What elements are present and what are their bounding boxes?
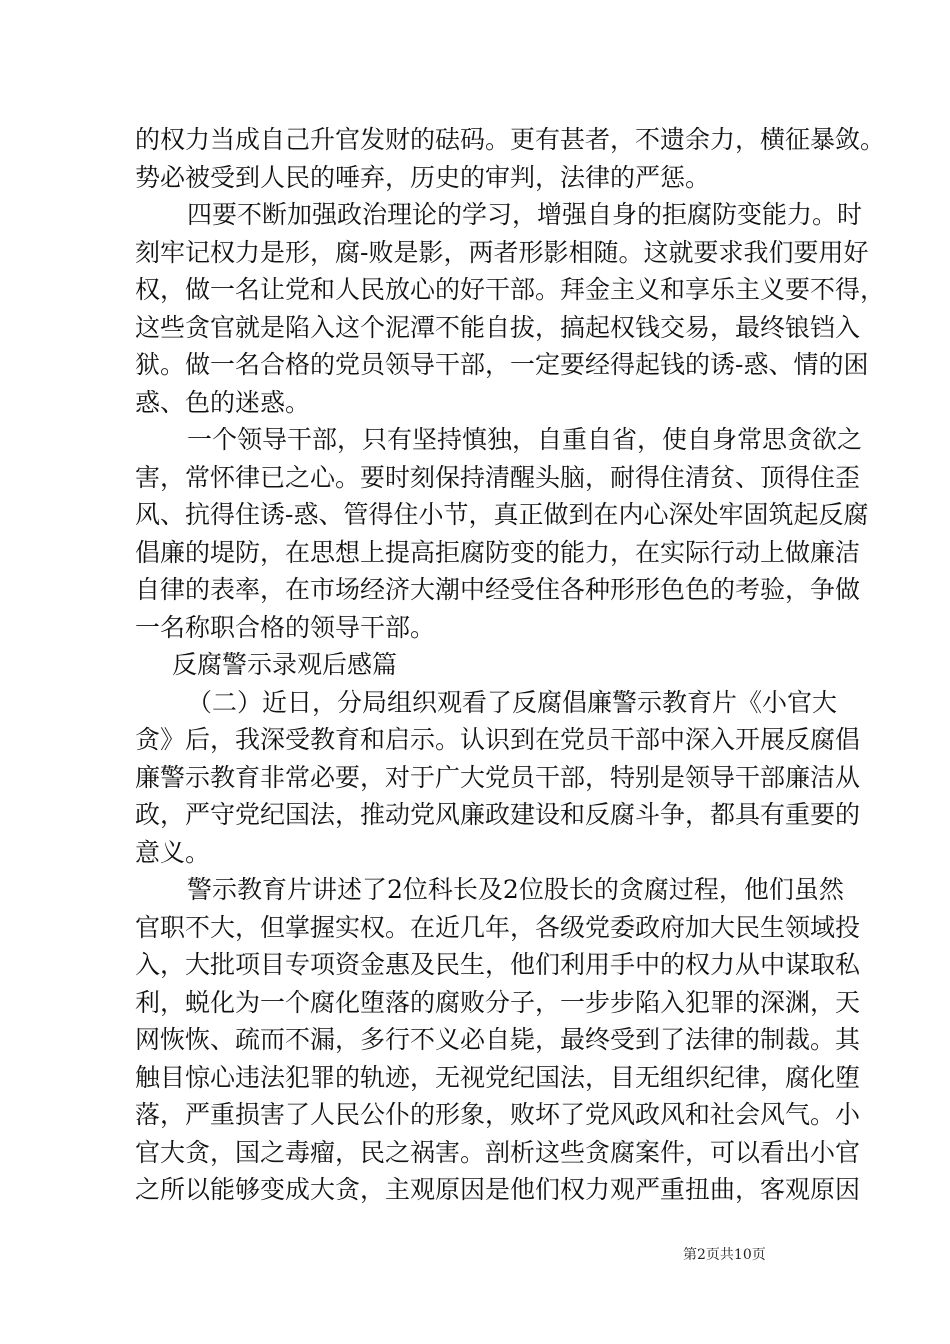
text-line: 的权力当成自己升官发财的砝码。更有甚者，不遗余力，横征暴敛。	[135, 125, 886, 154]
paragraph-start: （二）近日，分局组织观看了反腐倡廉警示教育片《小官大	[187, 687, 838, 717]
section-title: 反腐警示录观后感篇	[172, 650, 398, 679]
text-line: 入，大批项目专项资金惠及民生，他们利用手中的权力从中谋取私	[135, 950, 861, 979]
text-line: 触目惊心违法犯罪的轨迹，无视党纪国法，目无组织纪律，腐化堕	[135, 1062, 861, 1092]
text-line: 刻牢记权力是形，腐-败是影，两者形影相随。这就要求我们要用好	[135, 237, 869, 267]
text-line: 势必被受到人民的唾弃，历史的审判，法律的严惩。	[135, 162, 711, 192]
text-line: 官职不大，但掌握实权。在近几年，各级党委政府加大民生领域投	[135, 912, 861, 942]
text-line: 害，常怀律已之心。要时刻保持清醒头脑，耐得住清贫、顶得住歪	[135, 462, 861, 492]
text-line: 权，做一名让党和人民放心的好干部。拜金主义和享乐主义要不得，	[135, 275, 886, 304]
text-line: 惑、色的迷惑。	[135, 387, 311, 417]
text-line: 贪》后，我深受教育和启示。认识到在党员干部中深入开展反腐倡	[135, 725, 861, 754]
text-line: 落，严重损害了人民公仆的形象，败坏了党风政风和社会风气。小	[135, 1100, 861, 1129]
paragraph-start: 一个领导干部，只有坚持慎独，自重自省，使自身常思贪欲之	[187, 425, 863, 454]
text-line: 一名称职合格的领导干部。	[135, 612, 436, 642]
text-line: 之所以能够变成大贪，主观原因是他们权力观严重扭曲，客观原因	[135, 1175, 861, 1204]
text-line: 官大贪，国之毒瘤，民之祸害。剖析这些贪腐案件，可以看出小官	[135, 1137, 861, 1167]
text-line: 政，严守党纪国法，推动党风廉政建设和反腐斗争，都具有重要的	[135, 800, 861, 829]
text-line: 意义。	[135, 837, 211, 867]
paragraph-start: 四要不断加强政治理论的学习，增强自身的拒腐防变能力。时	[187, 200, 863, 229]
text-line: 这些贪官就是陷入这个泥潭不能自拔，搞起权钱交易，最终锒铛入	[135, 312, 861, 342]
page-number: 第2页共10页	[683, 1247, 766, 1263]
paragraph-start: 警示教育片讲述了2位科长及2位股长的贪腐过程，他们虽然	[187, 875, 844, 904]
text-line: 网恢恢、疏而不漏，多行不义必自毙，最终受到了法律的制裁。其	[135, 1025, 861, 1054]
text-line: 风、抗得住诱-惑、管得住小节，真正做到在内心深处牢固筑起反腐	[135, 500, 869, 529]
text-line: 狱。做一名合格的党员领导干部，一定要经得起钱的诱-惑、情的困	[135, 350, 869, 379]
text-line: 利，蜕化为一个腐化堕落的腐败分子，一步步陷入犯罪的深渊，天	[135, 987, 861, 1017]
text-line: 廉警示教育非常必要，对于广大党员干部，特别是领导干部廉洁从	[135, 762, 861, 792]
text-line: 倡廉的堤防，在思想上提高拒腐防变的能力，在实际行动上做廉洁	[135, 537, 861, 567]
text-line: 自律的表率，在市场经济大潮中经受住各种形形色色的考验，争做	[135, 575, 861, 604]
